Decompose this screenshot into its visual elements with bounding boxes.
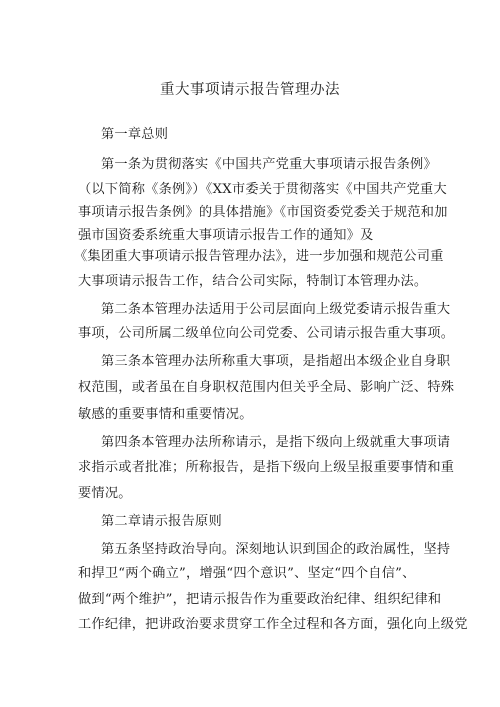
article-2-line-1: 第二条本管理办法适用于公司层面向上级党委请示报告重大: [101, 302, 451, 317]
chapter-2-heading: 第二章请示报告原则: [101, 514, 222, 529]
article-5-line-4: 工作纪律，把讲政治要求贯穿工作全过程和各方面，强化向上级党: [78, 617, 468, 632]
article-5-line-1: 第五条坚持政治导向。深刻地认识到国企的政治属性，坚持: [101, 542, 451, 557]
article-3-line-3: 敏感的重要事情和重要情况。: [78, 407, 253, 422]
article-4-line-1: 第四条本管理办法所称请示，是指下级向上级就重大事项请: [101, 435, 451, 450]
article-5-line-3: 做到“两个维护”，把请示报告作为重要政治纪律、组织纪律和: [78, 592, 442, 607]
article-2-line-2: 事项，公司所属二级单位向公司党委、公司请示报告重大事项。: [78, 326, 455, 341]
article-1-line-4: 强市国资委系统重大事项请示报告工作的通知》及: [78, 228, 374, 243]
article-1-line-6: 大事项请示报告工作，结合公司实际，特制订本管理办法。: [78, 274, 428, 289]
article-5-line-2: 和捍卫“两个确立”，增强“四个意识”、坚定“四个自信”、: [78, 566, 416, 581]
chapter-1-heading: 第一章总则: [101, 127, 169, 142]
article-1-line-2: （以下简称《条例》）《XX市委关于贯彻落实《中国共产党重大: [78, 182, 447, 197]
article-4-line-3: 要情况。: [78, 486, 132, 501]
article-4-line-2: 求指示或者批准；所称报告，是指下级向上级呈报重要事情和重: [78, 460, 455, 475]
article-1-line-1: 第一条为贯彻落实《中国共产党重大事项请示报告条例》: [101, 157, 437, 172]
article-3-line-1: 第三条本管理办法所称重大事项，是指超出本级企业自身职: [101, 354, 451, 369]
article-1-line-3: 事项请示报告条例》的具体措施》《市国资委党委关于规范和加: [78, 205, 448, 220]
document-title: 重大事项请示报告管理办法: [160, 82, 340, 98]
article-3-line-2: 权范围，或者虽在自身职权范围内但关乎全局、影响广泛、特殊: [78, 380, 455, 395]
article-1-line-5: 《集团重大事项请示报告管理办法》，进一步加强和规范公司重: [74, 249, 444, 264]
